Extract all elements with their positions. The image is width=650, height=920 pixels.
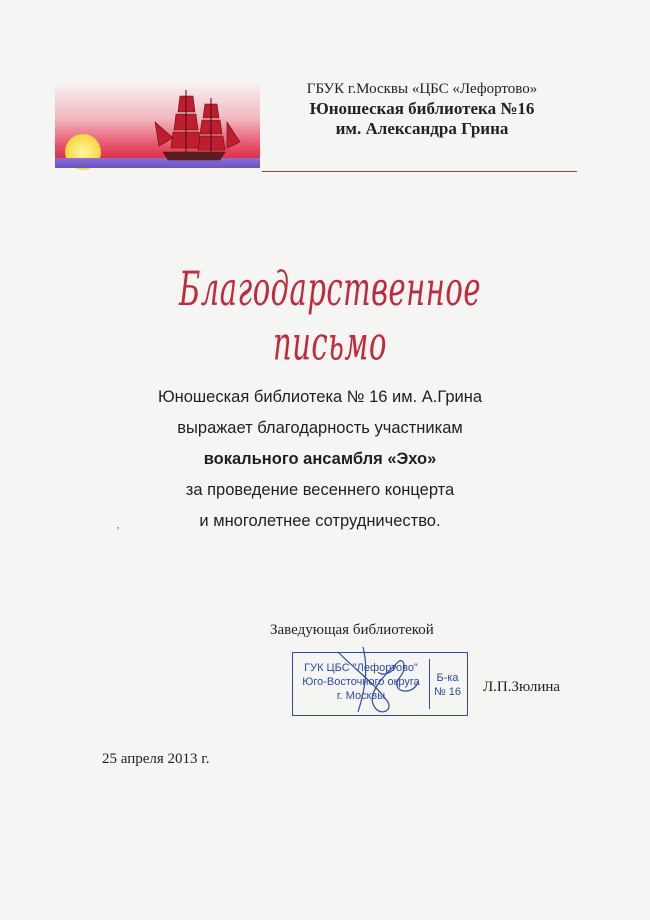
body-line: за проведение весеннего концерта bbox=[185, 481, 455, 499]
stamp-line: ГУК ЦБС "Лефортово" bbox=[304, 662, 418, 674]
ink-speck: , bbox=[117, 520, 120, 531]
organization-header bbox=[262, 80, 582, 139]
letter-body bbox=[110, 382, 530, 537]
body-line: выражает благодарность участникам bbox=[177, 419, 463, 437]
sailing-ship-sunset-logo bbox=[55, 82, 260, 170]
body-line: и многолетнее сотрудничество. bbox=[199, 512, 441, 530]
letter-date: 25 апреля 2013 г. bbox=[102, 751, 210, 767]
stamp-line: Юго-Восточного округа bbox=[302, 676, 420, 688]
ensemble-name: вокального ансамбля «Эхо» bbox=[203, 450, 437, 468]
signatory-position: Заведующая библиотекой bbox=[270, 622, 434, 638]
signatory-name: Л.П.Зюлина bbox=[483, 679, 561, 695]
library-namesake: им. Александра Грина bbox=[335, 119, 509, 138]
letter-title: Благодарственное письмо bbox=[178, 262, 482, 371]
library-name: Юношеская библиотека №16 bbox=[309, 99, 535, 118]
header-divider bbox=[262, 171, 577, 172]
org-name: ГБУК г.Москвы «ЦБС «Лефортово» bbox=[306, 81, 538, 97]
stamp-line: № 16 bbox=[433, 686, 462, 698]
stamp-line: Б-ка bbox=[436, 672, 459, 684]
body-line: Юношеская библиотека № 16 им. А.Грина bbox=[157, 388, 483, 406]
stamp-line: г. Москвы bbox=[336, 690, 386, 702]
handwritten-signature bbox=[318, 642, 438, 722]
